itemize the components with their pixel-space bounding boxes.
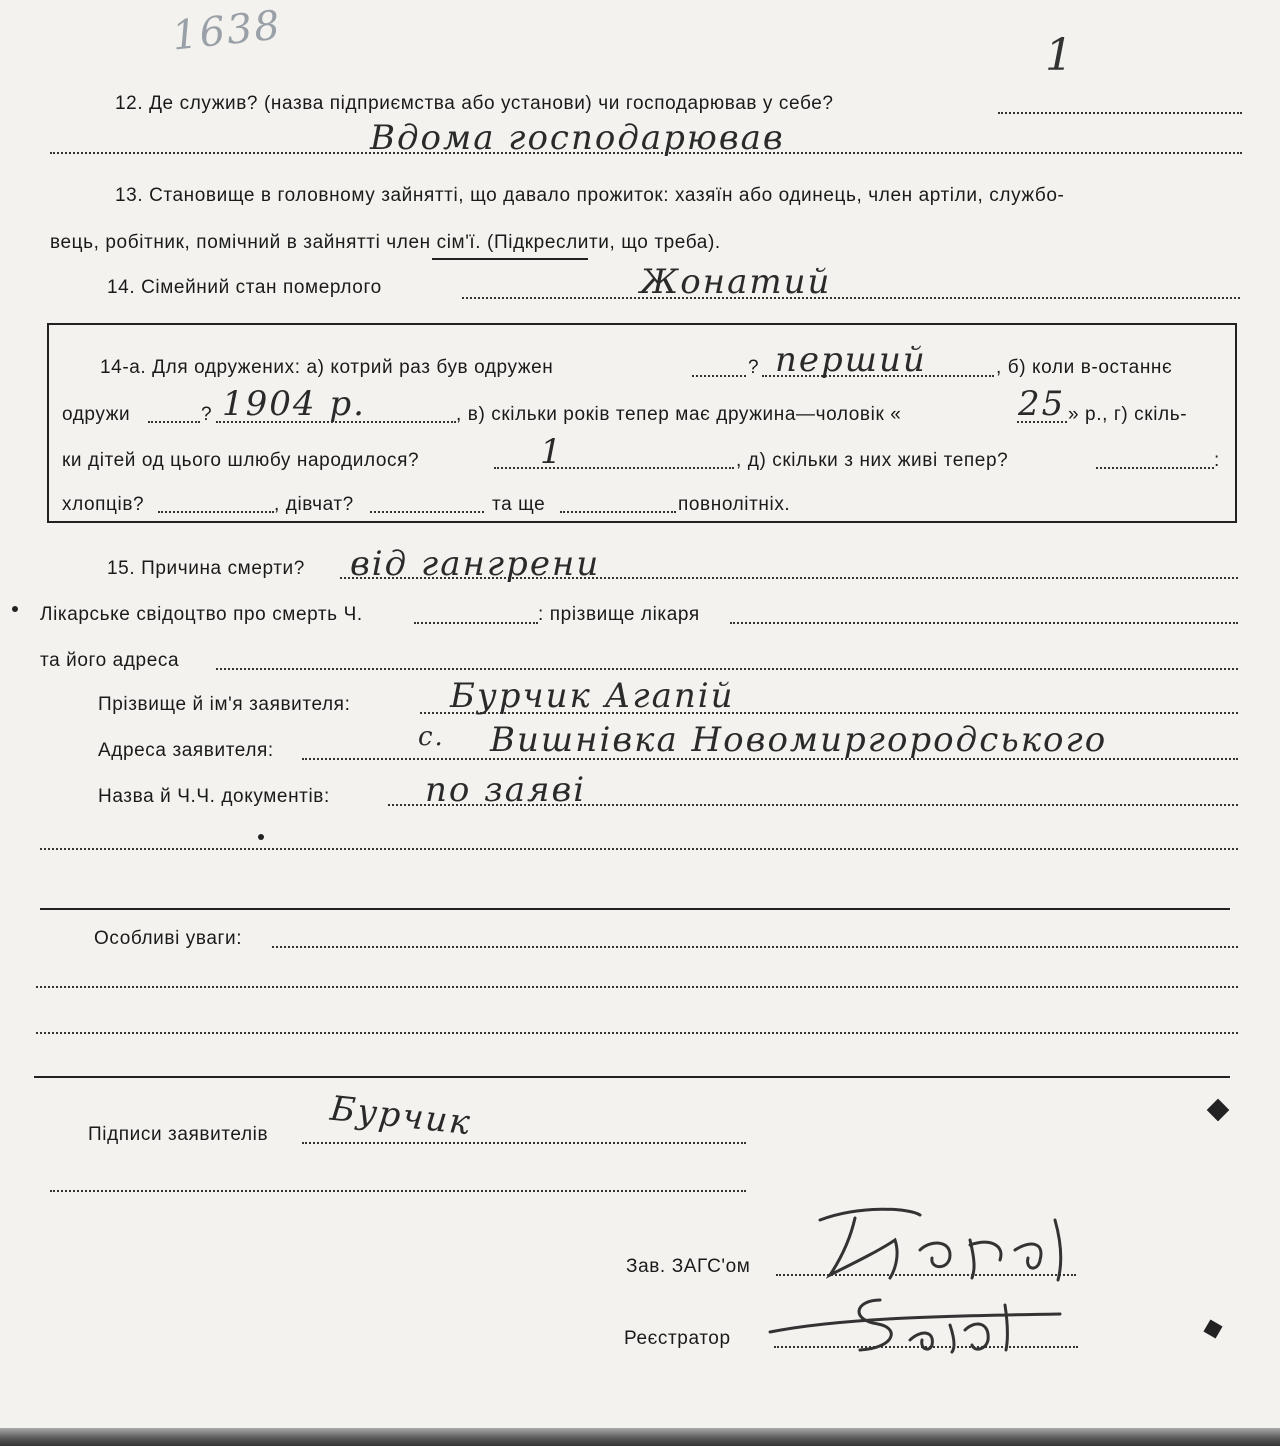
q14a-answer-a: перший	[775, 340, 927, 380]
q14-dotline	[462, 297, 1240, 299]
applicant-name: Бурчик Агапій	[450, 676, 735, 716]
applicant-docs: по заяві	[425, 770, 587, 810]
q14a-line3-b: , д) скільки з них живі тепер?	[736, 450, 1009, 471]
edge-tear-2	[1203, 1319, 1222, 1338]
med-label-c: та його адреса	[40, 650, 180, 671]
q14a-line4-b: , дівчат?	[274, 494, 354, 515]
q13-line-1: 13. Становище в головному зайнятті, що давало прожиток: хазяїн або одинець, член артіли, службо-	[115, 185, 1065, 206]
signatures-label: Підписи заявителів	[88, 1124, 269, 1145]
q14a-dotline-h	[560, 511, 676, 513]
q14a-line2-a: одружи	[62, 404, 131, 425]
head-label: Зав. ЗАГС'ом	[626, 1256, 751, 1277]
q14a-line1-b: , б) коли в-останнє	[996, 357, 1173, 378]
q14a-dotline-f	[158, 511, 274, 513]
section-rule-1	[40, 908, 1230, 910]
q14a-dotline-e	[1096, 467, 1214, 469]
med-dotline-b	[730, 622, 1238, 624]
extra-dotline-1	[40, 848, 1238, 850]
q13-line-2: вець, робітник, помічний в зайнятті член сім'ї. (Підкреслити, що треба).	[50, 232, 721, 253]
head-signature	[800, 1200, 1110, 1290]
q14a-answer-b: 1904 р.	[222, 384, 366, 424]
signatures-dotline-2	[50, 1190, 746, 1192]
q14a-dotline-a	[692, 375, 746, 377]
q14a-line2-b: , в) скільки років тепер має дружина—чоловік «	[456, 404, 902, 425]
q12-answer: Вдома господарював	[370, 118, 785, 158]
q14-label: 14. Сімейний стан померлого	[107, 277, 382, 298]
med-label-a: Лікарське свідоцтво про смерть Ч.	[40, 604, 363, 625]
q14a-answer-c: 25	[1018, 384, 1066, 424]
remarks-label: Особливі уваги:	[94, 928, 243, 949]
applicant-address-prefix: с.	[418, 722, 445, 752]
med-label-b: : прізвище лікаря	[538, 604, 700, 625]
q14a-line1-q: ?	[748, 357, 760, 378]
applicant-docs-label: Назва й Ч.Ч. документів:	[98, 786, 330, 807]
section-rule-2	[34, 1076, 1230, 1078]
scan-bottom-edge	[0, 1428, 1280, 1446]
q12-label: 12. Де служив? (назва підприємства або установи) чи господарював у себе?	[115, 93, 834, 114]
applicant-signature: Бурчик	[328, 1088, 474, 1144]
page-mark: 1	[1045, 30, 1075, 81]
q14a-line2-c: » р., г) скіль-	[1068, 404, 1188, 425]
registrar-signature	[760, 1290, 1080, 1360]
archive-mark: 1638	[169, 2, 284, 60]
q15-label: 15. Причина смерти?	[107, 558, 305, 579]
q14a-line1-label: 14-а. Для одружених: а) котрий раз був одружен	[100, 357, 554, 378]
remarks-dotline-1	[272, 946, 1238, 948]
signatures-dotline-1	[302, 1142, 746, 1144]
q14-answer: Жонатий	[640, 262, 832, 302]
remarks-dotline-3	[36, 1032, 1238, 1034]
q14a-dotline-g	[370, 511, 484, 513]
applicant-address-label: Адреса заявителя:	[98, 740, 274, 761]
med-dotline-c	[216, 668, 1238, 670]
margin-dot-2	[258, 834, 264, 840]
edge-tear-1	[1207, 1099, 1230, 1122]
q14a-line4-d: повнолітніх.	[678, 494, 791, 515]
q13-underline	[432, 258, 588, 260]
applicant-name-label: Прізвище й ім'я заявителя:	[98, 694, 351, 715]
q14a-line3-c: :	[1214, 450, 1220, 471]
q14a-line2-q: ?	[201, 404, 213, 425]
registrar-label: Реєстратор	[624, 1328, 731, 1349]
remarks-dotline-2	[36, 986, 1238, 988]
q14a-dotline-d	[494, 467, 734, 469]
applicant-address: Вишнівка Новомиргородського	[490, 720, 1108, 760]
q14a-line3-a: ки дітей од цього шлюбу народилося?	[62, 450, 420, 471]
med-dotline-a	[414, 622, 538, 624]
margin-dot-1	[12, 606, 18, 612]
q14a-dotline-b	[148, 421, 200, 423]
q12-dotline-1	[998, 112, 1242, 114]
q14a-line4-c: та ще	[492, 494, 546, 515]
q14a-line4-a: хлопців?	[62, 494, 145, 515]
q14a-answer-d: 1	[540, 432, 564, 472]
q15-answer: від гангрени	[350, 544, 601, 584]
